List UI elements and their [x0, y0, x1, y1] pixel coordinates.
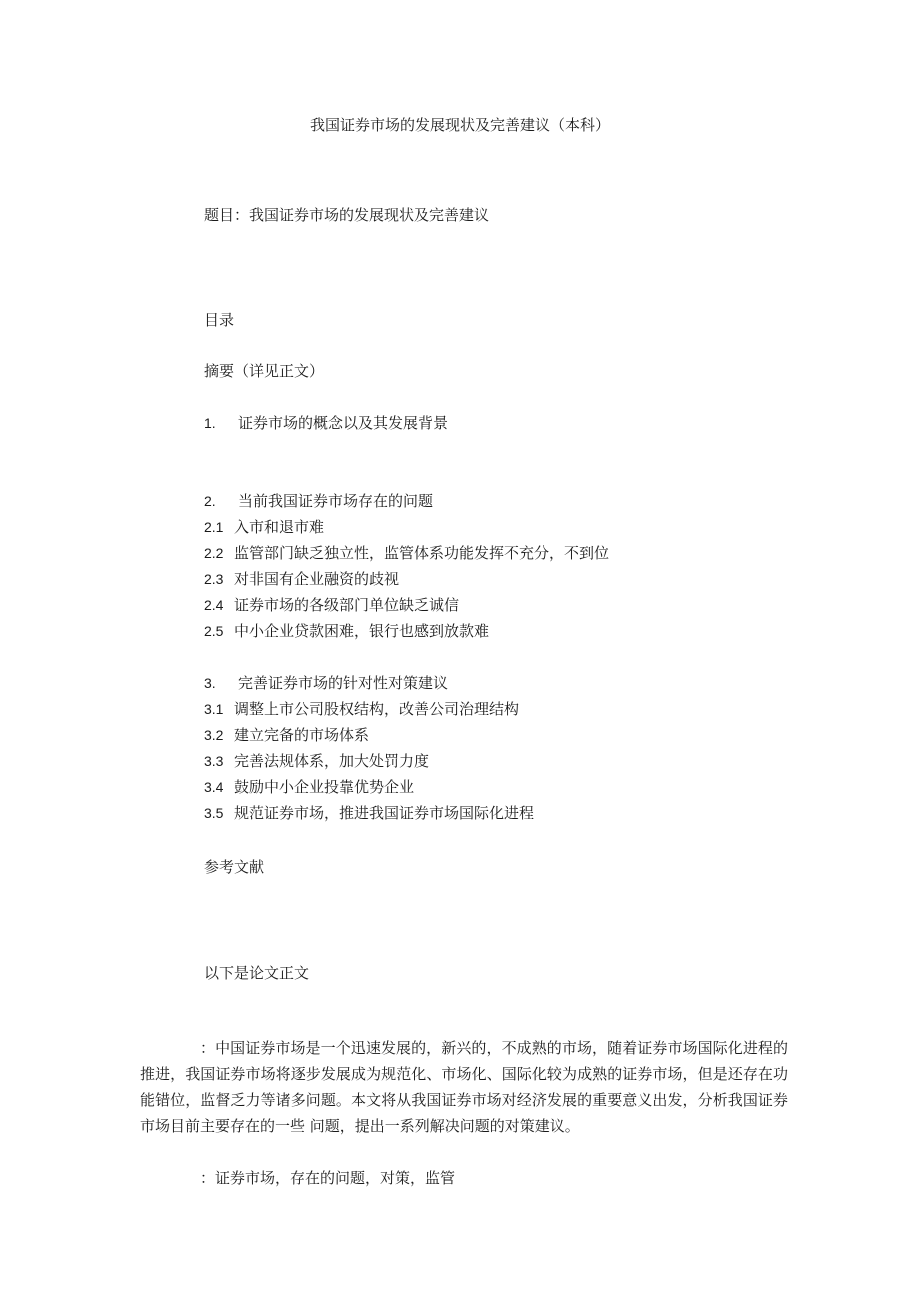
toc-section-3 [204, 673, 448, 693]
toc-item-number: 3.1 [204, 701, 224, 717]
toc-item-number: 2.2 [204, 545, 224, 561]
toc-item-number: 3.4 [204, 779, 224, 795]
toc-section-label: 当前我国证券市场存在的问题 [238, 492, 434, 510]
topic-line: 题目：我国证券市场的发展现状及完善建议 [204, 206, 490, 224]
toc-item-label: 鼓励中小企业投靠优势企业 [234, 778, 415, 796]
toc-item-number: 2.5 [204, 623, 224, 639]
body-intro: 以下是论文正文 [204, 964, 310, 982]
document-title: 我国证券市场的发展现状及完善建议（本科） [309, 116, 610, 134]
toc-item-3-4 [204, 777, 414, 797]
toc-item-label: 对非国有企业融资的歧视 [234, 570, 400, 588]
toc-item-2-5 [204, 621, 489, 641]
toc-section-label: 完善证券市场的针对性对策建议 [238, 674, 449, 692]
toc-heading: 目录 [204, 311, 235, 329]
toc-item-number: 3.5 [204, 805, 224, 821]
toc-item-3-1 [204, 699, 519, 719]
keywords-paragraph: ：证券市场，存在的问题，对策，监管 [200, 1169, 456, 1187]
toc-item-label: 监管部门缺乏独立性，监管体系功能发挥不充分，不到位 [234, 544, 610, 562]
toc-item-2-2 [204, 543, 609, 563]
toc-item-number: 3.2 [204, 727, 224, 743]
toc-item-3-3 [204, 751, 429, 771]
toc-item-label: 建立完备的市场体系 [234, 726, 370, 744]
toc-section-label: 证券市场的概念以及其发展背景 [238, 414, 449, 432]
toc-section-number: 3. [204, 675, 216, 691]
toc-item-number: 2.3 [204, 571, 224, 587]
toc-section-1 [204, 413, 448, 433]
toc-item-label: 中小企业贷款困难，银行也感到放款难 [234, 622, 490, 640]
toc-item-3-5 [204, 803, 534, 823]
toc-item-label: 完善法规体系，加大处罚力度 [234, 752, 430, 770]
toc-item-number: 2.1 [204, 519, 224, 535]
toc-section-2 [204, 491, 433, 511]
toc-item-number: 3.3 [204, 753, 224, 769]
toc-item-number: 2.4 [204, 597, 224, 613]
abstract-paragraph: ：中国证券市场是一个迅速发展的，新兴的，不成熟的市场，随着证券市场国际化进程的推进，我国证券市场将逐步发展成为规范化、市场化、国际化较为成熟的证券市场，但是还存在功能错位，监督乏力等诸多问题。本文将从我国证券市场对经济发展的重要意义出发，分析我国证券市场目前主要存在的一些 问题，提出一系列解决问题的对策建议。 [140, 1039, 788, 1135]
toc-section-number: 2. [204, 493, 216, 509]
toc-item-2-3 [204, 569, 399, 589]
toc-references-entry: 参考文献 [204, 858, 265, 876]
toc-item-label: 规范证券市场，推进我国证券市场国际化进程 [234, 804, 535, 822]
toc-item-2-4 [204, 595, 459, 615]
toc-item-3-2 [204, 725, 369, 745]
toc-item-label: 调整上市公司股权结构，改善公司治理结构 [234, 700, 520, 718]
toc-item-label: 证券市场的各级部门单位缺乏诚信 [234, 596, 460, 614]
toc-item-2-1 [204, 517, 324, 537]
toc-abstract-entry: 摘要（详见正文） [204, 362, 325, 380]
toc-section-number: 1. [204, 415, 216, 431]
toc-item-label: 入市和退市难 [234, 518, 325, 536]
